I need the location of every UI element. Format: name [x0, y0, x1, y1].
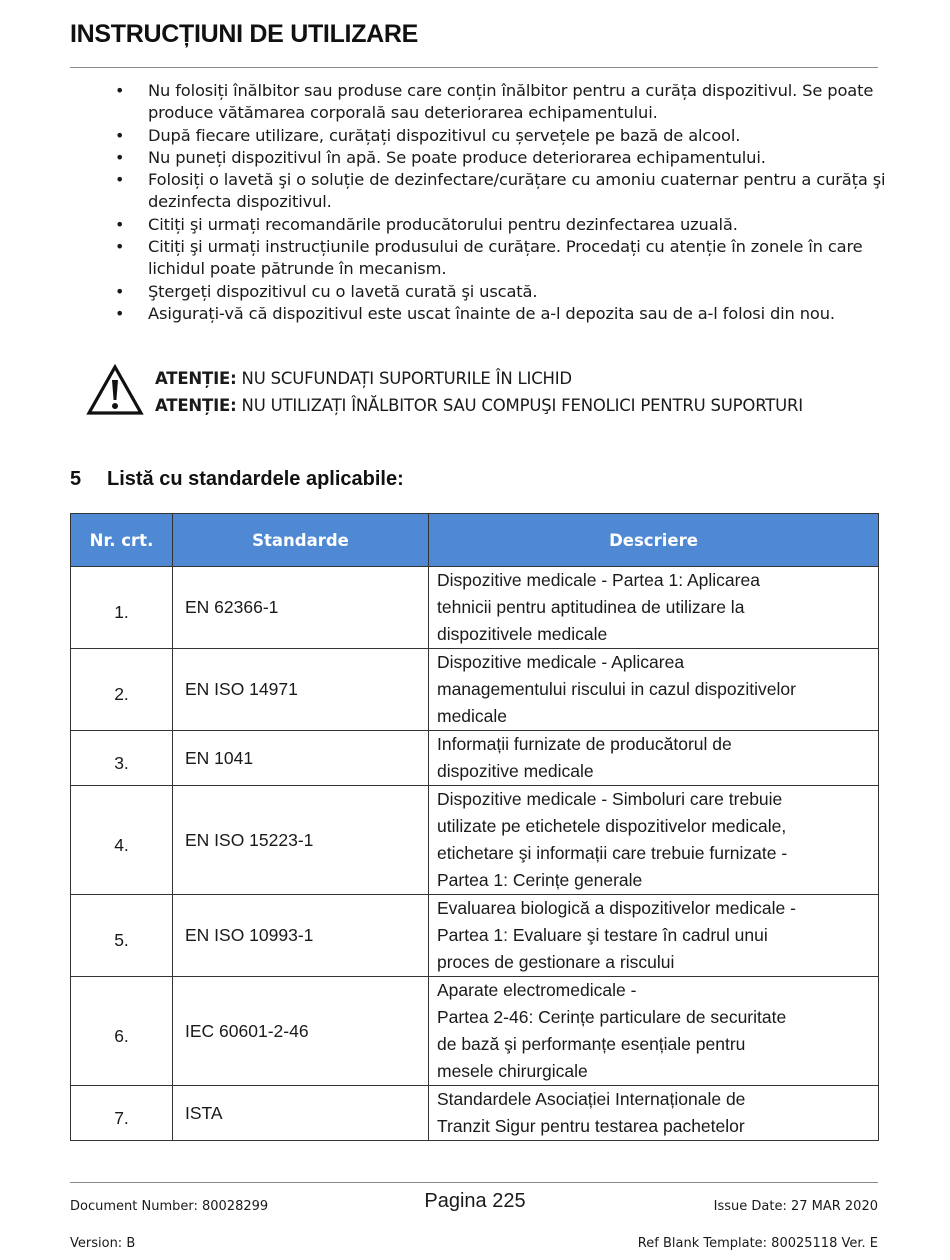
- list-item: • Ştergeți dispozitivul cu o lavetă curată şi uscată.: [107, 281, 892, 303]
- description-line: Evaluarea biologică a dispozitivelor medicale -: [437, 898, 796, 918]
- page-number: Pagina 225: [424, 1190, 526, 1212]
- column-header-nr: Nr. crt.: [71, 514, 173, 567]
- table-row: [71, 895, 879, 977]
- standard-code: EN ISO 15223-1: [173, 786, 429, 895]
- standard-description: [429, 731, 879, 786]
- list-item: • După fiecare utilizare, curățați dispozitivul cu șervețele pe bază de alcool.: [107, 125, 892, 147]
- issue-date: Issue Date: 27 MAR 2020: [713, 1199, 878, 1214]
- description-line: de bază şi performanțe esențiale pentru: [437, 1034, 746, 1054]
- caution-label: ATENȚIE:: [155, 369, 237, 388]
- standard-code: IEC 60601-2-46: [173, 977, 429, 1086]
- warning-triangle-icon: [86, 364, 144, 416]
- standard-code: EN 1041: [173, 731, 429, 786]
- row-number: 4.: [71, 786, 173, 895]
- description-line: Partea 1: Evaluare şi testare în cadrul unui: [437, 925, 768, 945]
- table-row: [71, 731, 879, 786]
- standards-table: [70, 513, 879, 1141]
- description-line: Informații furnizate de producătorul de: [437, 734, 732, 754]
- row-number: 1.: [71, 567, 173, 649]
- header-divider: [70, 67, 878, 68]
- table-row: [71, 649, 879, 731]
- standard-code: EN 62366-1: [173, 567, 429, 649]
- caution-text: NU SCUFUNDAȚI SUPORTURILE ÎN LICHID: [241, 369, 572, 388]
- description-line: Standardele Asociației Internaționale de: [437, 1089, 746, 1109]
- description-line: etichetare şi informații care trebuie furnizate -: [437, 843, 788, 863]
- table-header-row: [71, 514, 879, 567]
- standard-description: [429, 1086, 879, 1141]
- list-item: • Nu puneți dispozitivul în apă. Se poate produce deteriorarea echipamentului.: [107, 147, 892, 169]
- standard-code: EN ISO 14971: [173, 649, 429, 731]
- page-title: INSTRUCȚIUNI DE UTILIZARE: [70, 20, 419, 48]
- caution-line: [155, 369, 572, 388]
- list-item: • Citiți şi urmați instrucțiunile produsului de curățare. Procedați cu atenție în zonele în care lichidul poate pătrunde în mecanism.: [107, 236, 892, 281]
- table-row: [71, 977, 879, 1086]
- template-reference: Ref Blank Template: 80025118 Ver. E: [637, 1236, 878, 1251]
- description-line: medicale: [437, 706, 508, 726]
- standard-description: [429, 567, 879, 649]
- description-line: utilizate pe etichetele dispozitivelor medicale,: [437, 816, 787, 836]
- section-heading: [70, 468, 404, 491]
- description-line: Partea 2-46: Cerințe particulare de securitate: [437, 1007, 787, 1027]
- caution-text: NU UTILIZAȚI ÎNĂLBITOR SAU COMPUŞI FENOLICI PENTRU SUPORTURI: [241, 396, 803, 415]
- description-line: Dispozitive medicale - Partea 1: Aplicarea: [437, 570, 760, 590]
- row-number: 5.: [71, 895, 173, 977]
- row-number: 3.: [71, 731, 173, 786]
- section-number: 5: [70, 468, 82, 490]
- row-number: 2.: [71, 649, 173, 731]
- section-title: Listă cu standardele aplicabile:: [107, 468, 404, 490]
- description-line: proces de gestionare a riscului: [437, 952, 675, 972]
- standard-description: [429, 649, 879, 731]
- description-line: mesele chirurgicale: [437, 1061, 588, 1081]
- description-line: tehnicii pentru aptitudinea de utilizare la: [437, 597, 745, 617]
- row-number: 7.: [71, 1086, 173, 1141]
- footer-divider: [70, 1182, 878, 1183]
- table-row: [71, 786, 879, 895]
- standard-description: [429, 895, 879, 977]
- warning-block: [86, 364, 886, 424]
- caution-line: [155, 396, 803, 415]
- description-line: dispozitive medicale: [437, 761, 594, 781]
- document-number: Document Number: 80028299: [70, 1199, 269, 1214]
- version: Version: B: [70, 1236, 136, 1251]
- list-item: • Asigurați-vă că dispozitivul este uscat înainte de a-l depozita sau de a-l folosi din nou.: [107, 303, 892, 325]
- standard-description: [429, 786, 879, 895]
- column-header-description: Descriere: [429, 514, 879, 567]
- standard-description: [429, 977, 879, 1086]
- list-item: • Nu folosiți înălbitor sau produse care conțin înălbitor pentru a curăța dispozitivul. Se poate produce vătămarea corporală sau deteriorarea echipamentului.: [107, 80, 892, 125]
- cleaning-instructions-list: [107, 80, 892, 325]
- standard-code: ISTA: [173, 1086, 429, 1141]
- list-item: • Folosiți o lavetă şi o soluție de dezinfectare/curățare cu amoniu cuaternar pentru a curăța şi dezinfecta dispozitivul.: [107, 169, 892, 214]
- description-line: Tranzit Sigur pentru testarea pachetelor: [437, 1116, 745, 1136]
- standard-code: EN ISO 10993-1: [173, 895, 429, 977]
- description-line: managementului riscului in cazul dispozitivelor: [437, 679, 796, 699]
- description-line: Partea 1: Cerințe generale: [437, 870, 643, 890]
- column-header-standard: Standarde: [173, 514, 429, 567]
- table-body: [71, 567, 879, 1141]
- description-line: dispozitivele medicale: [437, 624, 608, 644]
- description-line: Dispozitive medicale - Simboluri care trebuie: [437, 789, 783, 809]
- description-line: Dispozitive medicale - Aplicarea: [437, 652, 685, 672]
- list-item: • Citiți şi urmați recomandările producătorului pentru dezinfectarea uzuală.: [107, 214, 892, 236]
- table-row: [71, 1086, 879, 1141]
- row-number: 6.: [71, 977, 173, 1086]
- caution-label: ATENȚIE:: [155, 396, 237, 415]
- description-line: Aparate electromedicale -: [437, 980, 637, 1000]
- table-row: [71, 567, 879, 649]
